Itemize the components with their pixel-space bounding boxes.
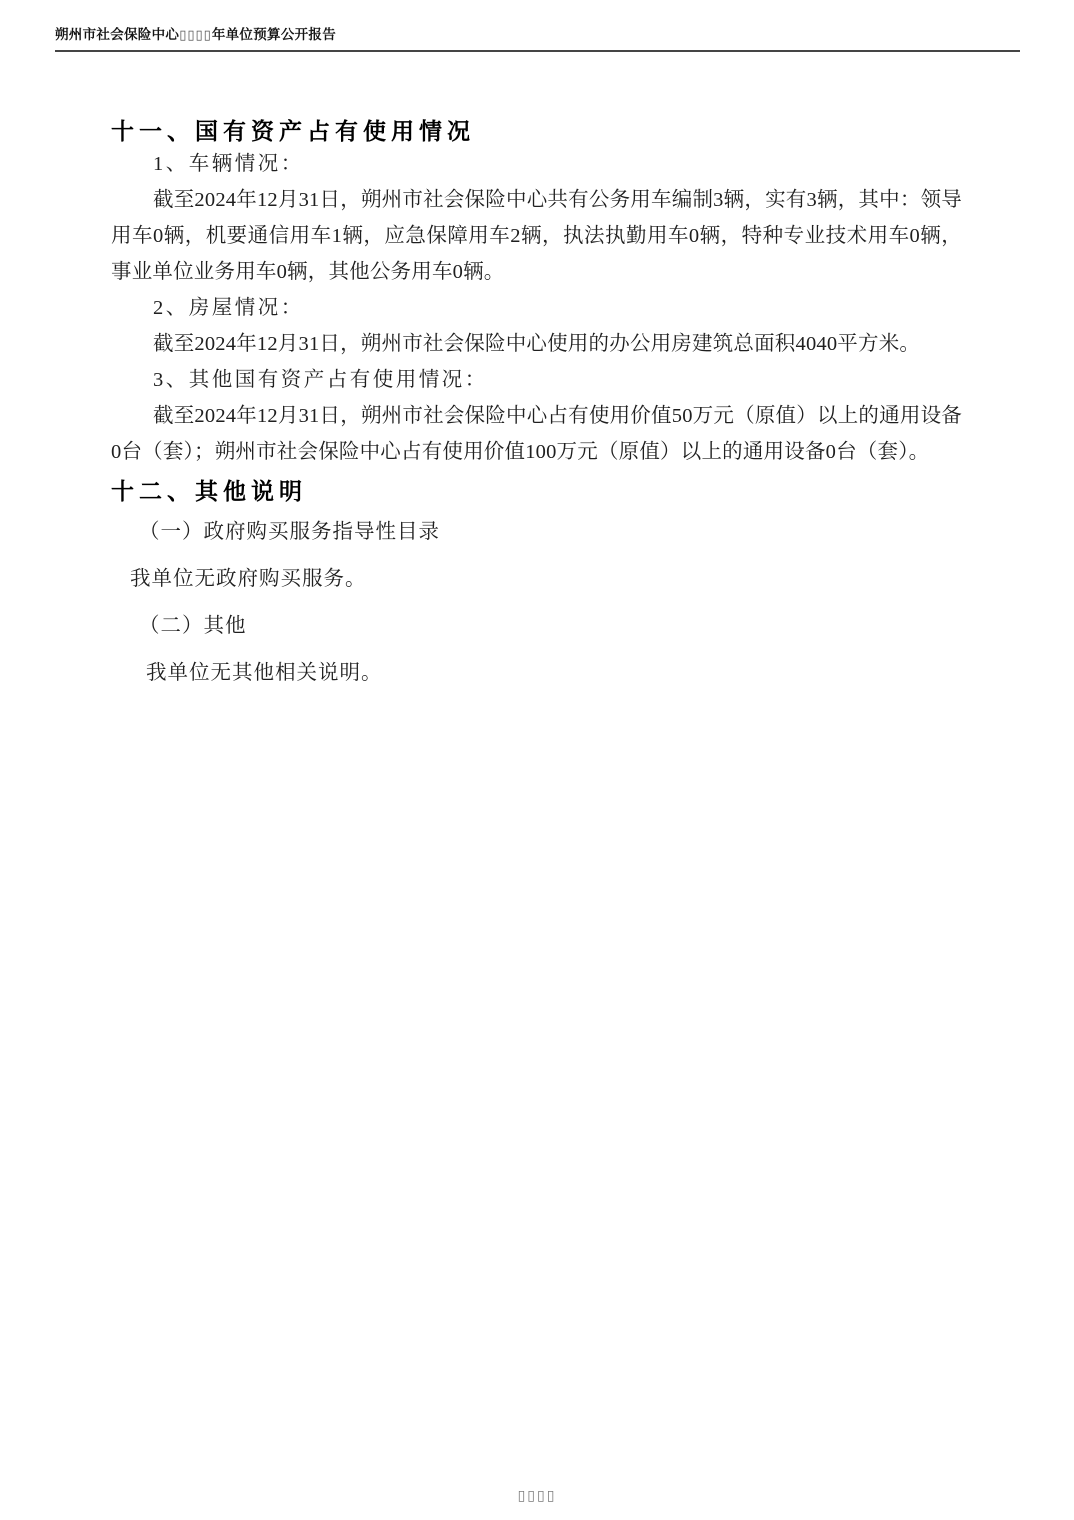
missing-year-glyphs: ▯▯▯▯ — [179, 28, 212, 43]
page-header — [55, 26, 1020, 52]
section-11-item-2-heading: 2、房屋情况： — [153, 297, 304, 319]
missing-page-number-glyphs: ▯▯▯▯ — [517, 1488, 557, 1504]
section-12-line-1: （一）政府购买服务指导性目录 — [139, 521, 440, 543]
section-12-line-4: 我单位无其他相关说明。 — [146, 662, 383, 684]
section-11-item-1-heading: 1、车辆情况： — [153, 153, 304, 175]
document-body — [111, 104, 962, 691]
section-12-line-2: 我单位无政府购买服务。 — [130, 568, 367, 590]
section-11-item-3-heading: 3、其他国有资产占有使用情况： — [153, 369, 488, 391]
header-title — [55, 27, 336, 42]
header-title-prefix: 朔州市社会保险中心 — [55, 27, 180, 42]
section-12-line-3: （二）其他 — [139, 615, 247, 637]
section-11-heading: 十一、国有资产占有使用情况 — [111, 118, 475, 144]
section-11-item-2-paragraph: 截至2024年12月31日，朔州市社会保险中心使用的办公用房建筑总面积4040平方米。 — [153, 333, 921, 355]
section-12-heading: 十二、其他说明 — [111, 478, 307, 504]
page-footer — [0, 1488, 1074, 1504]
section-11-item-3-paragraph: 截至2024年12月31日，朔州市社会保险中心占有使用价值50万元（原值）以上的通用设备0台（套）；朔州市社会保险中心占有使用价值100万元（原值）以上的通用设备0台（套）。 — [111, 405, 962, 463]
header-title-suffix: 年单位预算公开报告 — [211, 27, 337, 42]
section-11-item-1-paragraph: 截至2024年12月31日，朔州市社会保险中心共有公务用车编制3辆，实有3辆，其中：领导用车0辆，机要通信用车1辆，应急保障用车2辆，执法执勤用车0辆，特种专业技术用车0辆，事业单位业务用车0辆，其他公务用车0辆。 — [111, 189, 962, 283]
